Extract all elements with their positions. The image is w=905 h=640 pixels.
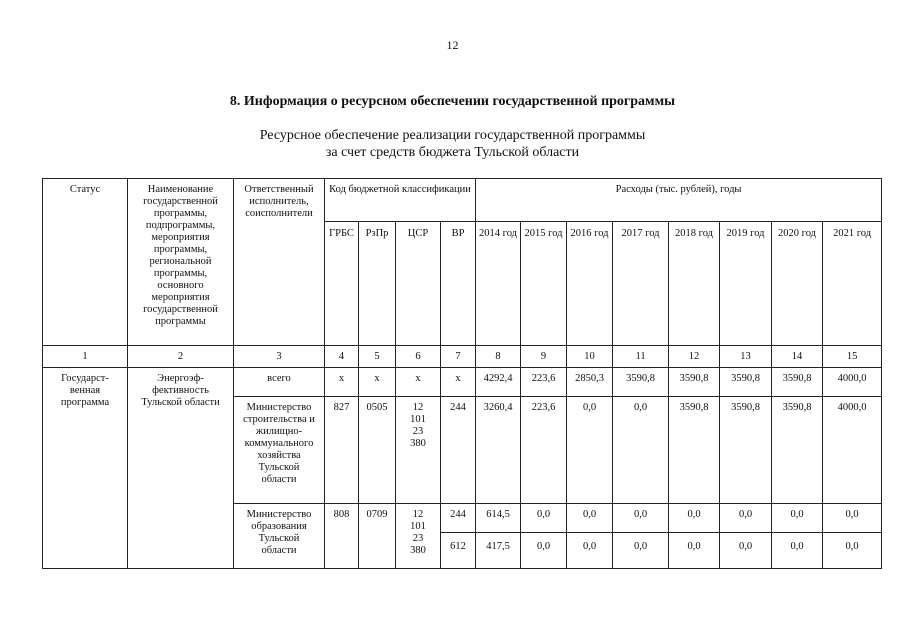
page-number: 12 xyxy=(446,38,459,52)
header-year-2021: 2021 год xyxy=(823,222,882,346)
grbs-cell: x xyxy=(325,368,359,397)
value-cell: 0,0 xyxy=(823,504,882,533)
value-cell: 0,0 xyxy=(613,397,669,504)
header-vr: ВР xyxy=(441,222,476,346)
column-number: 7 xyxy=(441,346,476,368)
executor-cell: всего xyxy=(234,368,325,397)
header-rzpr: РзПр xyxy=(359,222,396,346)
csr-cell: 12 101 23 380 xyxy=(396,504,441,569)
column-number: 10 xyxy=(567,346,613,368)
value-cell: 0,0 xyxy=(613,533,669,569)
header-year-2018: 2018 год xyxy=(669,222,720,346)
table-row-total xyxy=(43,368,882,397)
value-cell: 417,5 xyxy=(476,533,521,569)
value-cell: 3590,8 xyxy=(772,368,823,397)
rzpr-cell: x xyxy=(359,368,396,397)
value-cell: 4000,0 xyxy=(823,368,882,397)
header-executor: Ответственный исполнитель, соисполнители xyxy=(234,179,325,346)
subtitle-line-2: за счет средств бюджета Тульской области xyxy=(325,145,580,160)
header-year-2016: 2016 год xyxy=(567,222,613,346)
header-year-2014: 2014 год xyxy=(476,222,521,346)
csr-cell: x xyxy=(396,368,441,397)
value-cell: 3260,4 xyxy=(476,397,521,504)
value-cell: 614,5 xyxy=(476,504,521,533)
header-grbs: ГРБС xyxy=(325,222,359,346)
resource-table xyxy=(42,178,882,569)
value-cell: 3590,8 xyxy=(772,397,823,504)
program-status: Государст- венная программа xyxy=(43,368,128,569)
grbs-cell: 827 xyxy=(325,397,359,504)
value-cell: 0,0 xyxy=(567,397,613,504)
value-cell: 0,0 xyxy=(521,504,567,533)
vr-cell: 244 xyxy=(441,397,476,504)
value-cell: 4000,0 xyxy=(823,397,882,504)
column-number: 13 xyxy=(720,346,772,368)
rzpr-cell: 0709 xyxy=(359,504,396,569)
section-title: 8. Информация о ресурсном обеспечении государственной программы xyxy=(229,94,676,109)
value-cell: 3590,8 xyxy=(669,397,720,504)
value-cell: 0,0 xyxy=(669,533,720,569)
vr-cell: 244 xyxy=(441,504,476,533)
value-cell: 0,0 xyxy=(567,504,613,533)
column-number: 4 xyxy=(325,346,359,368)
value-cell: 223,6 xyxy=(521,368,567,397)
column-number: 8 xyxy=(476,346,521,368)
vr-cell: x xyxy=(441,368,476,397)
header-csr: ЦСР xyxy=(396,222,441,346)
subtitle xyxy=(0,127,905,161)
value-cell: 4292,4 xyxy=(476,368,521,397)
header-status: Статус xyxy=(43,179,128,346)
header-name: Наименование государственной программы, подпрограммы, мероприятия программы, региональной программы, основного мероприятия государственной программы xyxy=(128,179,234,346)
value-cell: 0,0 xyxy=(772,533,823,569)
value-cell: 3590,8 xyxy=(669,368,720,397)
column-number: 1 xyxy=(43,346,128,368)
header-expenses: Расходы (тыс. рублей), годы xyxy=(476,179,882,222)
header-year-2020: 2020 год xyxy=(772,222,823,346)
column-number: 2 xyxy=(128,346,234,368)
header-year-2015: 2015 год xyxy=(521,222,567,346)
value-cell: 3590,8 xyxy=(613,368,669,397)
csr-cell: 12 101 23 380 xyxy=(396,397,441,504)
value-cell: 2850,3 xyxy=(567,368,613,397)
column-number: 12 xyxy=(669,346,720,368)
value-cell: 0,0 xyxy=(521,533,567,569)
vr-cell: 612 xyxy=(441,533,476,569)
value-cell: 3590,8 xyxy=(720,368,772,397)
grbs-cell: 808 xyxy=(325,504,359,569)
value-cell: 0,0 xyxy=(772,504,823,533)
program-name: Энергоэф- фективность Тульской области xyxy=(128,368,234,569)
value-cell: 0,0 xyxy=(720,533,772,569)
header-year-2017: 2017 год xyxy=(613,222,669,346)
header-year-2019: 2019 год xyxy=(720,222,772,346)
header-budget-code: Код бюджетной классификации xyxy=(325,179,476,222)
column-number: 3 xyxy=(234,346,325,368)
value-cell: 0,0 xyxy=(613,504,669,533)
rzpr-cell: 0505 xyxy=(359,397,396,504)
column-number: 9 xyxy=(521,346,567,368)
column-number-row xyxy=(43,346,882,368)
executor-cell: Министерство образования Тульской области xyxy=(234,504,325,569)
column-number: 11 xyxy=(613,346,669,368)
header-row xyxy=(43,179,882,222)
value-cell: 0,0 xyxy=(567,533,613,569)
value-cell: 223,6 xyxy=(521,397,567,504)
column-number: 6 xyxy=(396,346,441,368)
value-cell: 3590,8 xyxy=(720,397,772,504)
column-number: 14 xyxy=(772,346,823,368)
executor-cell: Министерство строительства и жилищно- коммунального хозяйства Тульской области xyxy=(234,397,325,504)
subtitle-line-1: Ресурсное обеспечение реализации государственной программы xyxy=(259,128,646,143)
value-cell: 0,0 xyxy=(720,504,772,533)
column-number: 5 xyxy=(359,346,396,368)
value-cell: 0,0 xyxy=(823,533,882,569)
value-cell: 0,0 xyxy=(669,504,720,533)
column-number: 15 xyxy=(823,346,882,368)
